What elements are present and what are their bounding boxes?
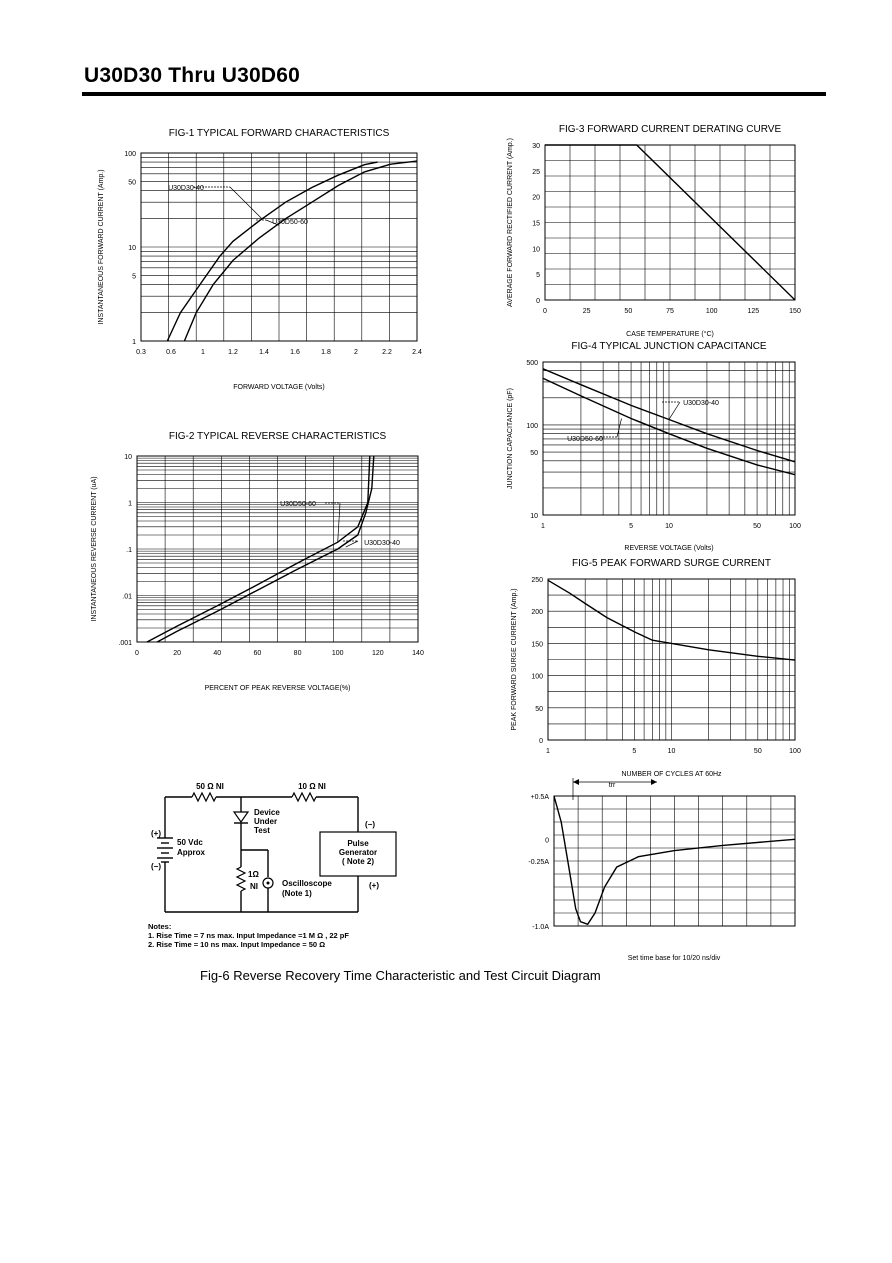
y-tick-label: 10 [532,246,540,254]
x-tick-label: 1 [541,523,545,530]
notes-title: Notes: [148,922,172,931]
x-tick-label: 75 [666,308,674,315]
x-axis-label: Set time base for 10/20 ns/div [627,955,721,962]
x-tick-label: 50 [753,748,762,755]
dut-label: Device [254,808,280,817]
y-tick-label: 10 [530,513,538,520]
pulse-generator-label: Generator [338,848,378,857]
source-plus-label: (+) [151,829,161,838]
y-tick-label: .01 [122,593,132,601]
x-tick-label: 5 [629,523,634,530]
x-tick-label: 40 [213,650,222,657]
resistor-50-ohm [192,793,216,801]
x-tick-label: 100 [789,523,801,530]
y-tick-label: 0 [545,837,549,845]
x-tick-label: 60 [253,650,262,657]
y-tick-label: 0 [536,298,540,305]
pulse-generator-label: Pulse [347,839,369,848]
x-tick-label: 1.2 [228,349,238,356]
legend-pointer [230,187,262,219]
resistor-1-label: 1Ω [248,870,259,879]
y-axis-label: JUNCTION CAPACITANCE (pF) [507,388,514,489]
dut-label: Under [254,817,278,826]
x-tick-label: 100 [789,748,801,755]
resistor-10-label: 10 Ω NI [298,782,326,791]
x-tick-label: 100 [331,650,344,657]
source-label: Approx [177,848,205,857]
diode-icon [234,812,248,822]
y-tick-label: 50 [530,450,538,458]
legend-pointer [669,402,680,419]
x-tick-label: 1.4 [259,349,269,356]
x-tick-label: 2 [354,349,358,356]
source-minus-label: (−) [151,862,161,871]
y-tick-label: 100 [124,151,136,158]
chart-fig5 [511,558,801,778]
x-tick-label: 120 [372,650,384,657]
x-tick-label: 1.8 [321,349,331,356]
pulse-minus-label: (−) [365,820,375,829]
legend-pointer [338,503,340,542]
series-label: U30D30-40 [364,540,400,547]
y-tick-label: +0.5A [530,794,549,801]
x-tick-label: 20 [173,650,182,657]
x-tick-label: 0 [543,308,547,315]
resistor-50-label: 50 Ω NI [196,782,224,791]
y-tick-label: 100 [526,422,538,430]
fig6-caption: Fig-6 Reverse Recovery Time Characteristic and Test Circuit Diagram [200,968,601,983]
test-circuit [148,782,396,949]
x-tick-label: 1.6 [290,349,300,356]
y-axis-label: PEAK FORWARD SURGE CURRENT (Amp.) [511,588,518,731]
note-1: 1. Rise Time = 7 ns max. Input Impedance =1 M Ω , 22 pF [148,931,349,940]
y-tick-label: 10 [128,245,136,252]
y-tick-label: 25 [532,168,540,176]
x-tick-label: 100 [705,308,718,315]
x-tick-label: 2.4 [412,349,422,356]
x-tick-label: 10 [667,748,676,755]
x-axis-label: PERCENT OF PEAK REVERSE VOLTAGE(%) [204,685,351,692]
trr-arrow-left [573,779,579,785]
x-axis-label: NUMBER OF CYCLES AT 60Hz [621,771,722,778]
chart-title: FIG-5 PEAK FORWARD SURGE CURRENT [572,558,771,569]
resistor-10-ohm [292,793,316,801]
x-tick-label: 150 [789,308,801,315]
series-label: U30D50-60 [567,436,603,443]
x-tick-label: 140 [412,650,424,657]
pulse-generator-label: ( Note 2) [342,857,374,866]
chart-fig2 [91,431,424,692]
y-axis-label: AVERAGE FORWARD RECTIFIED CURRENT (Amp.) [507,138,514,307]
y-tick-label: 15 [532,220,540,228]
y-tick-label: 1 [132,339,136,346]
chart-fig4 [507,341,801,552]
y-tick-label: -1.0A [532,924,549,931]
x-axis-label: REVERSE VOLTAGE (Volts) [624,545,714,552]
legend-pointer [617,418,622,437]
x-tick-label: 50 [753,523,761,530]
chart-title: FIG-4 TYPICAL JUNCTION CAPACITANCE [571,341,767,352]
x-tick-label: 10 [665,523,673,530]
y-tick-label: 1 [128,500,132,508]
chart-title: FIG-1 TYPICAL FORWARD CHARACTERISTICS [168,128,390,139]
y-tick-label: 5 [132,273,136,281]
y-tick-label: 50 [535,705,543,713]
resistor-1-ohm [237,867,245,891]
y-tick-label: .001 [118,640,132,647]
series-label: U30D50-60 [280,501,316,508]
x-tick-label: 0.3 [136,349,146,356]
oscilloscope-dot [267,882,270,885]
chart-fig6 [528,778,795,962]
resistor-1-ni-label: NI [250,882,258,891]
y-tick-label: 20 [532,194,540,202]
y-tick-label: 200 [531,609,543,617]
pulse-plus-label: (+) [369,881,379,890]
y-tick-label: 50 [128,179,136,187]
y-tick-label: 5 [536,272,540,280]
x-tick-label: 2.2 [382,349,392,356]
y-tick-label: 100 [531,673,543,681]
y-axis-label: INSTANTANEOUS REVERSE CURRENT (uA) [91,476,98,622]
x-axis-label: FORWARD VOLTAGE (Volts) [233,384,325,391]
y-axis-label: INSTANTANEOUS FORWARD CURRENT (Amp.) [98,169,105,325]
source-label: 50 Vdc [177,838,203,847]
x-tick-label: 1 [546,748,550,755]
dut-label: Test [254,826,270,835]
x-tick-label: 1 [201,349,205,356]
oscilloscope-label: (Note 1) [282,889,312,898]
x-tick-label: 0.6 [166,349,176,356]
chart-title: FIG-2 TYPICAL REVERSE CHARACTERISTICS [168,431,387,442]
x-tick-label: 0 [135,650,139,657]
note-2: 2. Rise Time = 10 ns max. Input Impedance = 50 Ω [148,940,326,949]
oscilloscope-label: Oscilloscope [282,879,332,888]
document-title: U30D30 Thru U30D60 [84,64,301,87]
y-tick-label: 500 [526,360,538,367]
x-tick-label: 25 [582,308,591,315]
y-tick-label: .1 [126,547,132,554]
y-tick-label: 30 [532,143,540,150]
chart-title: FIG-3 FORWARD CURRENT DERATING CURVE [558,124,782,135]
trr-label: trr [608,782,616,789]
y-tick-label: 250 [531,577,543,584]
x-tick-label: 50 [624,308,633,315]
trr-arrow-right [651,779,657,785]
series-label: U30D50-60 [272,219,308,226]
series-label: U30D30-40 [168,185,204,192]
chart-fig3 [507,124,801,338]
y-tick-label: 150 [531,641,543,649]
x-tick-label: 125 [747,308,760,315]
chart-fig1 [98,128,422,391]
series-label: U30D30-40 [683,400,719,407]
x-axis-label: CASE TEMPERATURE (°C) [626,331,714,338]
y-tick-label: 10 [124,454,132,461]
x-tick-label: 5 [632,748,637,755]
y-tick-label: 0 [539,738,543,745]
x-tick-label: 80 [293,650,302,657]
y-tick-label: -0.25A [528,859,549,866]
